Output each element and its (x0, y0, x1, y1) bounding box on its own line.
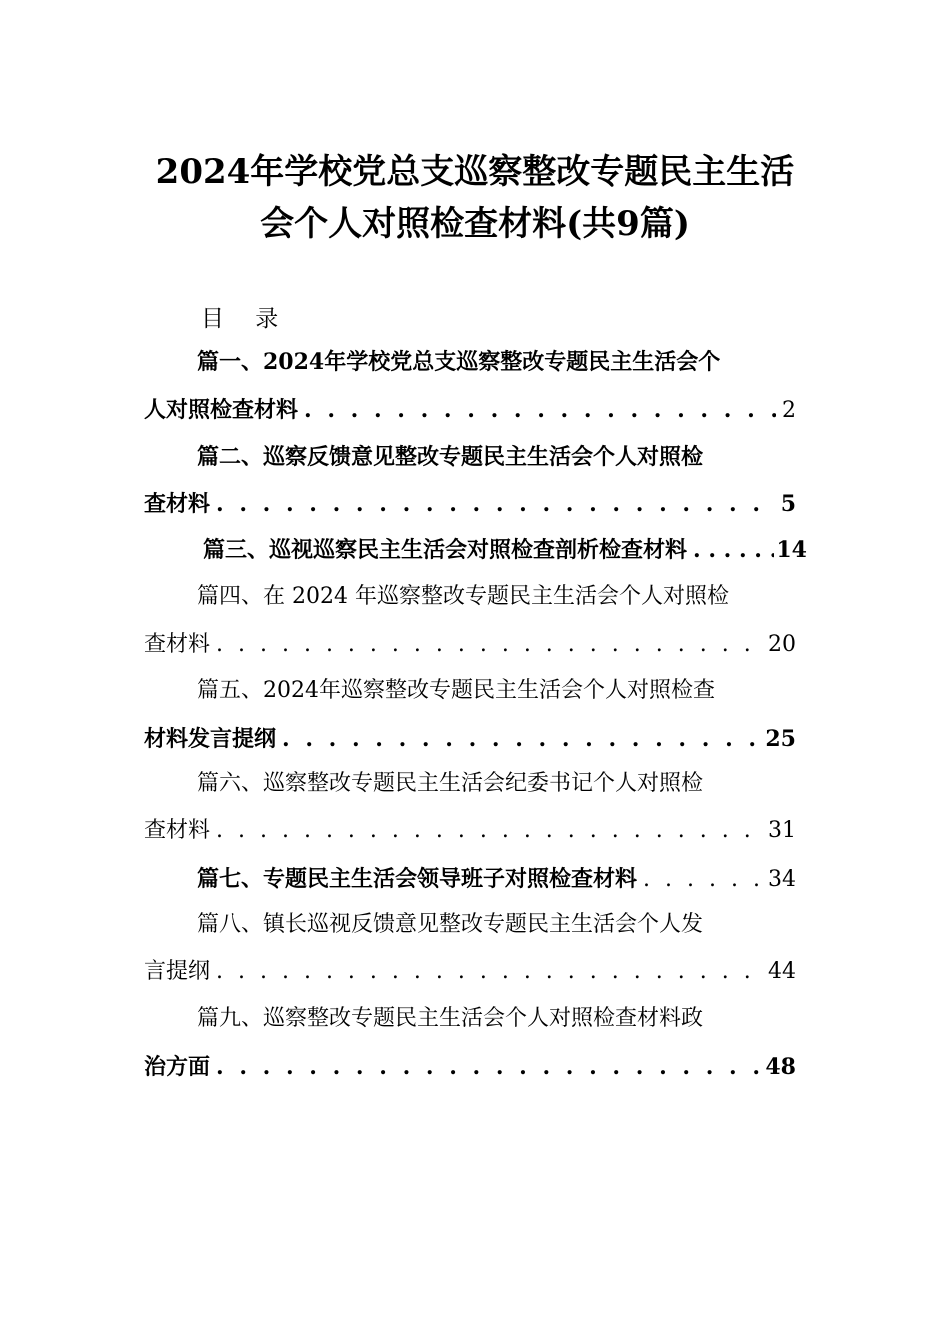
document-title-line-2: 会个人对照检查材料(共9篇) (260, 204, 690, 244)
toc-entry-9-title: 治方面 (144, 1054, 211, 1080)
toc-entry-5-title: 材料发言提纲 (144, 726, 277, 752)
toc-leader-dots (210, 956, 762, 988)
toc-entry-6-title: 查材料 (144, 818, 211, 843)
toc-entry-4-line-2[interactable] (144, 629, 796, 661)
toc-leader-dots (210, 1051, 759, 1083)
toc-entry-3[interactable] (203, 534, 807, 566)
toc-heading: 目 录 (201, 306, 291, 332)
toc-entry-6-line-1[interactable]: 篇六、巡察整改专题民主生活会纪委书记个人对照检 (197, 771, 704, 796)
toc-entry-6-page: 31 (768, 818, 796, 843)
toc-entry-2-title: 查材料 (144, 491, 211, 517)
toc-leader-dots (298, 394, 776, 426)
toc-entry-1-page: 2 (782, 398, 796, 423)
toc-entry-8-line-2[interactable] (144, 956, 796, 988)
toc-entry-9-page: 48 (765, 1054, 796, 1080)
toc-entry-2-line-2[interactable] (144, 488, 796, 520)
toc-entry-1-title: 人对照检查材料 (144, 397, 299, 423)
toc-entry-4-title: 查材料 (144, 632, 211, 657)
toc-entry-9-line-1[interactable]: 篇九、巡察整改专题民主生活会个人对照检查材料政 (197, 1006, 704, 1031)
document-title-line-1: 2024年学校党总支巡察整改专题民主生活 (155, 152, 795, 192)
toc-entry-1-line-1[interactable]: 篇一、2024年学校党总支巡察整改专题民主生活会个 (197, 349, 721, 375)
toc-leader-dots (210, 629, 762, 661)
toc-entry-8-line-1[interactable]: 篇八、镇长巡视反馈意见整改专题民主生活会个人发 (197, 912, 704, 937)
toc-entry-3-title: 篇三、巡视巡察民主生活会对照检查剖析检查材料 (203, 537, 688, 563)
toc-entry-5-line-1[interactable]: 篇五、2024年巡察整改专题民主生活会个人对照检查 (197, 678, 715, 703)
toc-entry-7[interactable] (197, 863, 796, 895)
toc-entry-8-page: 44 (768, 959, 796, 984)
toc-leader-dots (210, 488, 775, 520)
toc-entry-2-line-1[interactable]: 篇二、巡察反馈意见整改专题民主生活会个人对照检 (197, 444, 704, 470)
toc-leader-dots (210, 815, 762, 847)
toc-entry-3-page: 14 (776, 537, 807, 563)
toc-entry-1-line-2[interactable] (144, 394, 796, 426)
toc-entry-5-line-2[interactable] (144, 723, 796, 755)
toc-entry-4-line-1[interactable]: 篇四、在 2024 年巡察整改专题民主生活会个人对照检 (197, 584, 729, 609)
toc-entry-7-title: 篇七、专题民主生活会领导班子对照检查材料 (197, 866, 638, 892)
toc-entry-7-page: 34 (768, 867, 796, 892)
toc-entry-5-page: 25 (765, 726, 796, 752)
toc-entry-4-page: 20 (768, 632, 796, 657)
toc-entry-2-page: 5 (780, 491, 796, 517)
toc-leader-dots (637, 864, 762, 896)
toc-entry-9-line-2[interactable] (144, 1051, 796, 1083)
toc-entry-8-title: 言提纲 (144, 959, 211, 984)
toc-entry-6-line-2[interactable] (144, 815, 796, 847)
toc-leader-dots (687, 534, 774, 566)
toc-leader-dots (276, 723, 759, 755)
